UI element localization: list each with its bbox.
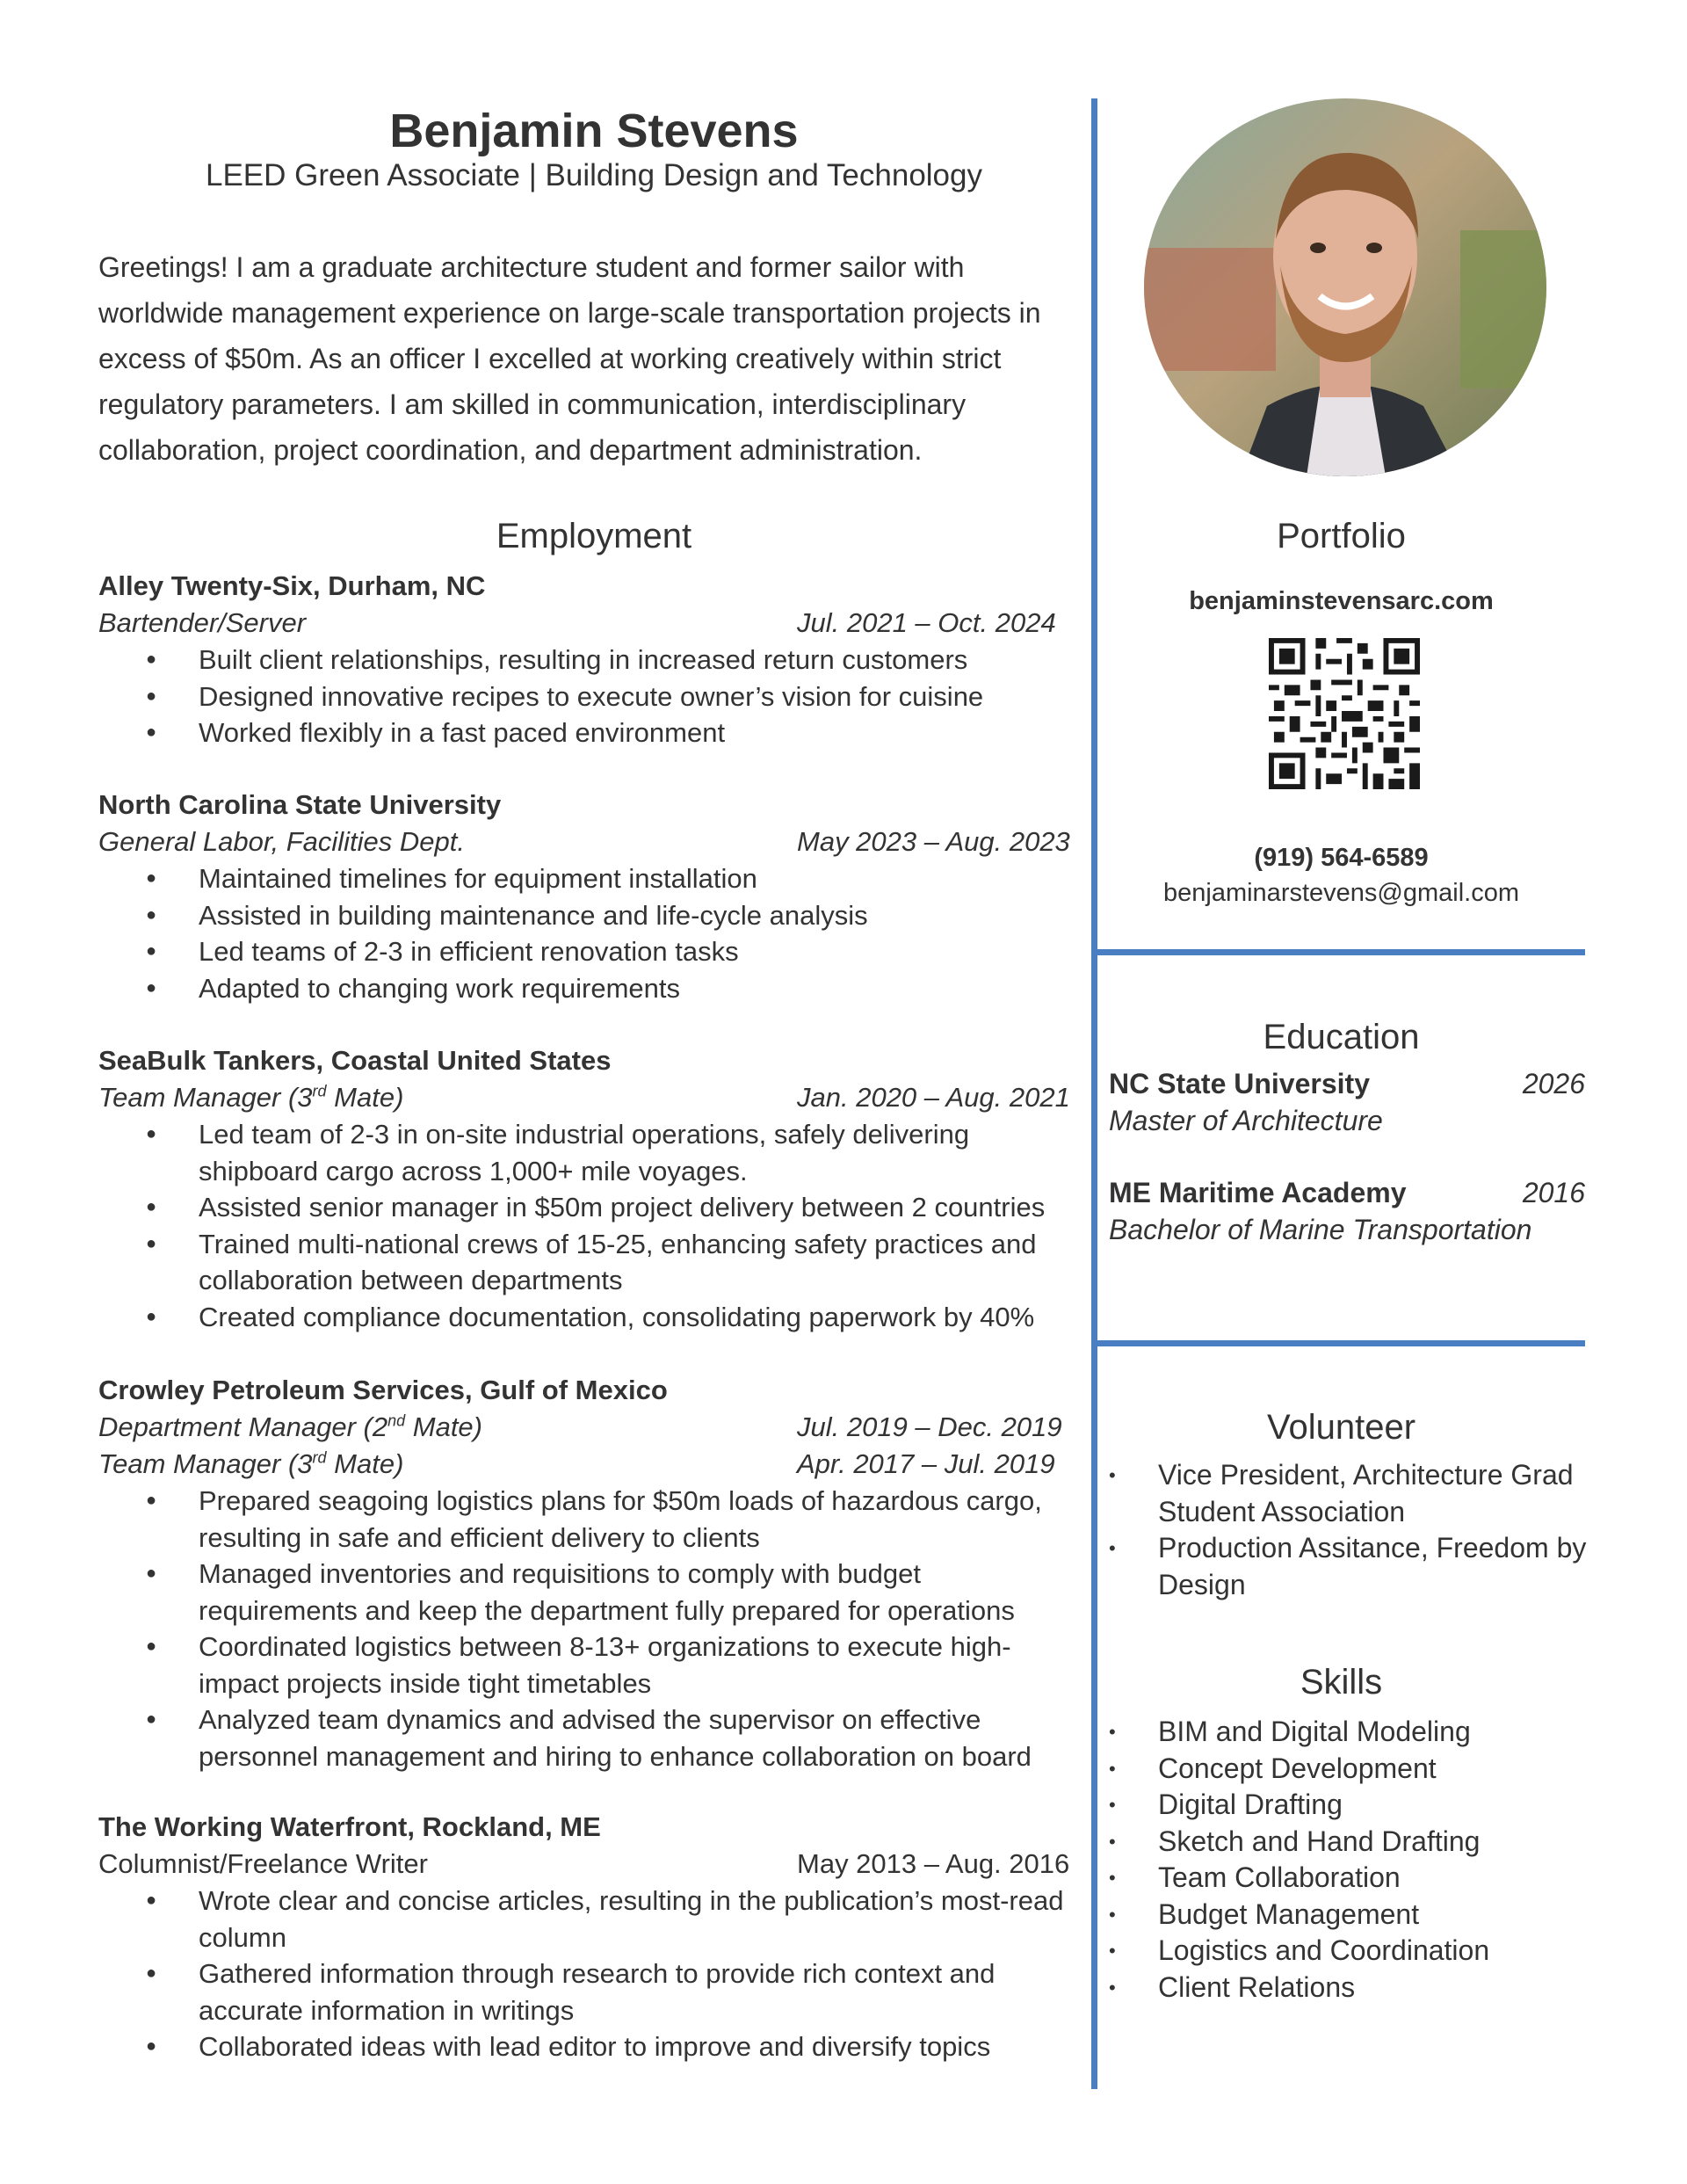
skills-heading: Skills [1300, 1663, 1383, 1701]
job-role-row [98, 1079, 1082, 1116]
education-entry [1109, 1174, 1585, 1248]
school-name: ME Maritime Academy [1109, 1177, 1407, 1208]
job-entry [98, 1809, 1082, 2065]
list-item: ● Created compliance documentation, consolidating paperwork by 40% [199, 1299, 1082, 1336]
graduation-year: 2016 [1522, 1177, 1585, 1208]
job-bullets [98, 1883, 1082, 2065]
job-role: Team Manager (3rd Mate) [98, 1082, 404, 1113]
job-role: Department Manager (2nd Mate) [98, 1411, 482, 1442]
list-item: • Sketch and Hand Drafting [1109, 1824, 1592, 1861]
section-divider [1091, 1340, 1585, 1346]
list-item: ● Analyzed team dynamics and advised the supervisor on effective personnel management and hiring to enhance collaboration on board [199, 1701, 1082, 1774]
list-item: ● Adapted to changing work requirements [199, 970, 1082, 1007]
job-bullets [98, 1483, 1082, 1774]
job-company: Alley Twenty-Six, Durham, NC [98, 570, 486, 601]
school-name: NC State University [1109, 1068, 1370, 1099]
graduation-year: 2026 [1522, 1068, 1585, 1099]
list-item: ● Coordinated logistics between 8-13+ organizations to execute high-impact projects inside tight timetables [199, 1629, 1082, 1701]
job-role: Columnist/Freelance Writer [98, 1848, 428, 1879]
education-entry [1109, 1065, 1585, 1139]
list-item: ● Assisted senior manager in $50m project delivery between 2 countries [199, 1189, 1082, 1226]
list-item: ● Designed innovative recipes to execute owner’s vision for cuisine [199, 678, 1082, 715]
list-item: ● Managed inventories and requisitions to comply with budget requirements and keep the department fully prepared for operations [199, 1556, 1082, 1629]
degree: Master of Architecture [1109, 1105, 1383, 1136]
job-dates: Apr. 2017 – Jul. 2019 [797, 1448, 1055, 1479]
job-role: Team Manager (3rd Mate) [98, 1448, 404, 1479]
section-divider [1091, 949, 1585, 955]
summary-paragraph: Greetings! I am a graduate architecture student and former sailor with worldwide management experience on large-scale transportation projects in excess of $50m. As an officer I excelled at working creatively within strict regulatory parameters. I am skilled in communication, interdisciplinary collaboration, project coordination, and department administration. [98, 251, 1041, 466]
job-dates: May 2023 – Aug. 2023 [797, 826, 1070, 857]
list-item: ● Assisted in building maintenance and life-cycle analysis [199, 897, 1082, 934]
resume-name: Benjamin Stevens [389, 105, 799, 157]
job-company: The Working Waterfront, Rockland, ME [98, 1811, 601, 1842]
list-item: • Logistics and Coordination [1109, 1933, 1592, 1970]
phone-number[interactable]: (919) 564-6589 [1254, 844, 1429, 872]
job-dates: Jul. 2019 – Dec. 2019 [797, 1411, 1062, 1442]
list-item: • Vice President, Architecture Grad Student Association [1109, 1457, 1592, 1530]
job-role-row [98, 605, 1082, 642]
volunteer-heading: Volunteer [1266, 1408, 1416, 1447]
qr-code-icon[interactable] [1269, 638, 1420, 789]
job-bullets [98, 860, 1082, 1006]
job-role: General Labor, Facilities Dept. [98, 826, 465, 857]
job-entry [98, 1042, 1082, 1335]
employment-heading: Employment [496, 517, 692, 555]
job-role-row [98, 1846, 1082, 1883]
list-item: • Client Relations [1109, 1970, 1592, 2006]
list-item: ● Trained multi-national crews of 15-25, enhancing safety practices and collaboration between departments [199, 1226, 1082, 1299]
job-role-row [98, 1446, 1082, 1483]
list-item: • Digital Drafting [1109, 1787, 1592, 1824]
column-divider [1091, 98, 1097, 2089]
job-dates: May 2013 – Aug. 2016 [797, 1848, 1070, 1879]
portfolio-url[interactable]: benjaminstevensarc.com [1189, 587, 1494, 615]
list-item: ● Led team of 2-3 in on-site industrial operations, safely delivering shipboard cargo across 1,000+ mile voyages. [199, 1116, 1082, 1189]
list-item: • Production Assitance, Freedom by Design [1109, 1530, 1592, 1603]
volunteer-list [1109, 1457, 1592, 1603]
list-item: • Budget Management [1109, 1897, 1592, 1934]
profile-photo [1144, 98, 1546, 476]
list-item: ● Maintained timelines for equipment installation [199, 860, 1082, 897]
job-company: Crowley Petroleum Services, Gulf of Mexico [98, 1375, 668, 1405]
job-bullets [98, 642, 1082, 751]
list-item: ● Prepared seagoing logistics plans for $50m loads of hazardous cargo, resulting in safe and efficient delivery to clients [199, 1483, 1082, 1556]
list-item: ● Collaborated ideas with lead editor to improve and diversify topics [199, 2028, 1082, 2065]
job-dates: Jul. 2021 – Oct. 2024 [797, 607, 1056, 638]
list-item: ● Worked flexibly in a fast paced environment [199, 715, 1082, 751]
job-bullets [98, 1116, 1082, 1335]
job-company: SeaBulk Tankers, Coastal United States [98, 1045, 612, 1076]
resume-subtitle: LEED Green Associate | Building Design and Technology [206, 158, 982, 192]
portfolio-heading: Portfolio [1277, 517, 1406, 555]
skills-list [1109, 1714, 1592, 2006]
job-entry [98, 1372, 1082, 1774]
job-role-row [98, 824, 1082, 860]
job-role-row [98, 1409, 1082, 1446]
job-entry [98, 787, 1082, 1006]
degree: Bachelor of Marine Transportation [1109, 1214, 1532, 1245]
list-item: ● Led teams of 2-3 in efficient renovation tasks [199, 933, 1082, 970]
job-dates: Jan. 2020 – Aug. 2021 [797, 1082, 1070, 1113]
list-item: ● Wrote clear and concise articles, resulting in the publication’s most-read column [199, 1883, 1082, 1955]
list-item: • BIM and Digital Modeling [1109, 1714, 1592, 1751]
job-company: North Carolina State University [98, 789, 502, 820]
email-address[interactable]: benjaminarstevens@gmail.com [1163, 879, 1519, 907]
job-entry [98, 568, 1082, 751]
education-heading: Education [1263, 1018, 1420, 1056]
job-role: Bartender/Server [98, 607, 307, 638]
list-item: • Team Collaboration [1109, 1860, 1592, 1897]
list-item: ● Gathered information through research to provide rich context and accurate information in writings [199, 1955, 1082, 2028]
list-item: ● Built client relationships, resulting in increased return customers [199, 642, 1082, 678]
list-item: • Concept Development [1109, 1751, 1592, 1788]
